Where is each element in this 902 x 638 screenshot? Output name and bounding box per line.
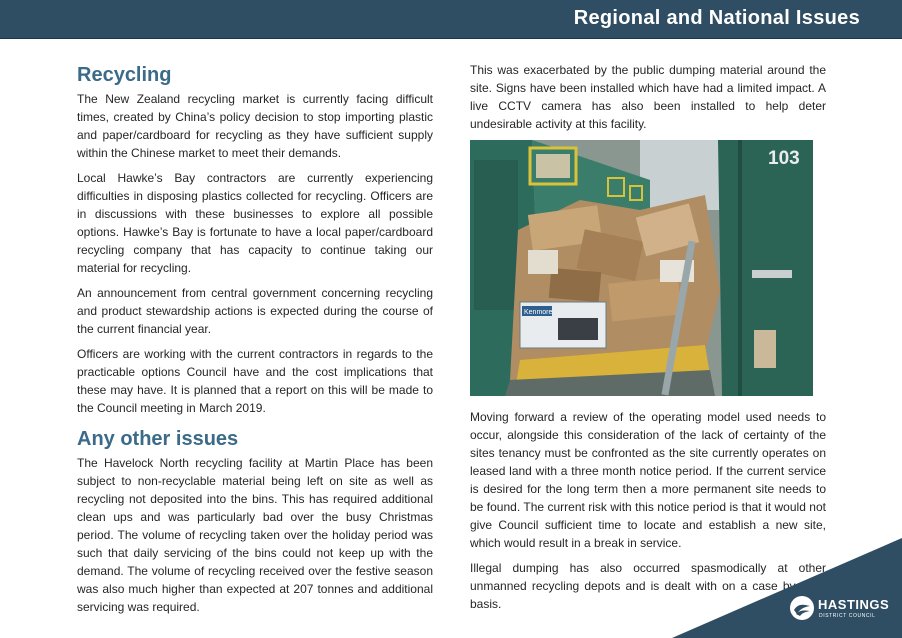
logo-name: HASTINGS xyxy=(818,597,890,612)
other-issues-heading: Any other issues xyxy=(77,428,239,450)
window-sign xyxy=(536,154,570,178)
white-packaging xyxy=(528,250,558,274)
yellow-window xyxy=(608,178,624,196)
recycling-bin-photo xyxy=(470,140,813,396)
recycling-paragraph: Local Hawke’s Bay contractors are currently experiencing difficulties in disposing plastics collected for recycling. Officers are in discussions with these businesses to explore all possible options. Hawke’s Bay is fortunate to have a local paper/cardboard recycling company that has capacity to continue taking our material for recycling. xyxy=(77,171,433,275)
container-door-panel xyxy=(474,160,518,310)
hastings-logo xyxy=(790,594,890,624)
photo-sky xyxy=(640,140,720,210)
wave-icon xyxy=(790,596,814,620)
page-title: Regional and National Issues xyxy=(573,7,860,29)
recycling-paragraph: The New Zealand recycling market is currently facing difficult times, created by China’s policy decision to stop importing plastic and paper/cardboard for recycling as they have sufficient supply within the Chinese market to meet their demands. xyxy=(77,92,433,160)
logo-subtitle: DISTRICT COUNCIL xyxy=(819,613,876,619)
door-latch xyxy=(752,270,792,278)
door-seam xyxy=(738,140,742,396)
cardboard-box xyxy=(608,276,682,321)
recycling-paragraph: Officers are working with the current contractors in regards to the practicable options Council have and the cost implications that these may have. It is planned that a report on this will be made to the Council meeting in March 2019. xyxy=(77,347,433,415)
hastings-logo-icon xyxy=(790,596,814,620)
door-notice xyxy=(754,330,776,368)
kenmore-label: Kenmore xyxy=(524,309,553,316)
recycling-paragraph: An announcement from central government concerning recycling and product stewardship actions is expected during the course of the current financial year. xyxy=(77,286,433,336)
recycling-heading: Recycling xyxy=(77,64,172,86)
container-number: 103 xyxy=(768,148,800,169)
illegal-dumping-paragraph: Illegal dumping has also occurred spasmodically at other unmanned recycling depots and is dealt with on a case by case basis. xyxy=(470,561,826,611)
microwave-picture xyxy=(558,318,598,340)
photo-illustration xyxy=(470,140,813,396)
intro-paragraph: This was exacerbated by the public dumping material around the site. Signs have been installed which have had a limited impact. A live CCTV camera has also been installed to help deter undesirable activity at this facility. xyxy=(470,63,826,131)
other-issues-paragraph: The Havelock North recycling facility at Martin Place has been subject to non-recyclable material being left on site as well as recycling not deposited into the bins. This has required additional clean ups and was particularly bad over the busy Christmas period. The volume of recycling taken over the holiday period was such that daily servicing of the bins could not keep up with the demand. The volume of recycling received over the festive season was also much higher than expected at 207 tonnes and additional servicing was required. xyxy=(77,456,433,614)
operating-model-paragraph: Moving forward a review of the operating model used needs to occur, alongside this consideration of the lack of certainty of the sites tenancy must be confronted as the site currently operates on leased land with a three month notice period. If the current service is desired for the long term then a more permanent site needs to be found. The current risk with this notice period is that it would not give Council sufficient time to locate and establish a new site, which would result in a break in service. xyxy=(470,410,826,550)
right-column xyxy=(470,61,826,620)
yellow-window xyxy=(630,186,642,200)
header-bar xyxy=(0,0,902,39)
left-column xyxy=(77,62,433,623)
